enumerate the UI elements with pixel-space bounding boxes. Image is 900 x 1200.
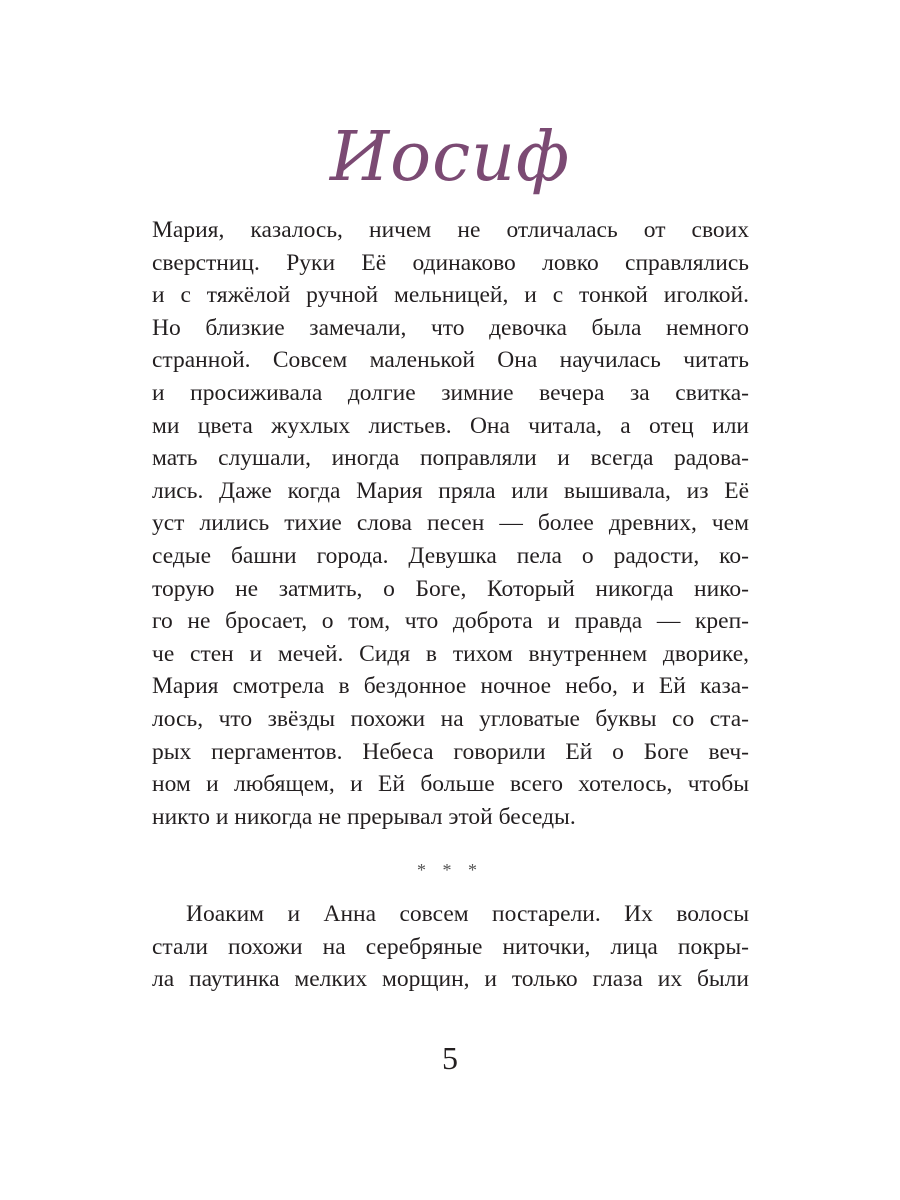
text-line: ла паутинка мелких морщин, и только глаза их были [152,966,749,993]
text-line: че стен и мечей. Сидя в тихом внутреннем дворике, [152,640,749,667]
text-line: Иоаким и Анна совсем постарели. Их волосы [186,901,749,927]
text-line: седые башни города. Девушка пела о радости, ко- [152,542,749,569]
text-line: Мария, казалось, ничем не отличалась от своих [152,217,749,243]
text-line: сверстниц. Руки Её одинаково ловко справлялись [152,249,749,276]
text-line: странной. Совсем маленькой Она научилась читать [152,347,749,374]
page-number: 5 [442,1040,458,1076]
paragraph-2 [152,898,749,996]
text-line: го не бросает, о том, что доброта и правда — креп- [152,608,749,635]
section-separator: * * * [417,860,483,880]
text-line: лось, что звёзды похожи на угловатые буквы со ста- [152,705,749,732]
text-line: уст лились тихие слова песен — более древних, чем [152,510,749,537]
text-line: Мария смотрела в бездонное ночное небо, и Ей каза- [152,673,749,700]
text-line: лись. Даже когда Мария пряла или вышивала, из Её [152,477,749,504]
text-line: ном и любящем, и Ей больше всего хотелось, чтобы [152,771,749,798]
paragraph-1 [152,214,749,833]
text-line: Но близкие замечали, что девочка была немного [152,314,749,341]
text-line: и с тяжёлой ручной мельницей, и с тонкой иголкой. [152,282,749,309]
text-line: и просиживала долгие зимние вечера за свитка- [152,379,749,406]
text-line: стали похожи на серебряные ниточки, лица покры- [152,933,749,960]
text-line: мать слушали, иногда поправляли и всегда радова- [152,445,749,472]
text-line: торую не затмить, о Боге, Который никогда нико- [152,575,749,602]
chapter-title: Иосиф [329,118,571,197]
text-line: никто и никогда не прерывал этой беседы. [152,803,576,830]
text-line: рых пергаментов. Небеса говорили Ей о Боге веч- [152,738,749,765]
text-line: ми цвета жухлых листьев. Она читала, а отец или [152,412,749,439]
